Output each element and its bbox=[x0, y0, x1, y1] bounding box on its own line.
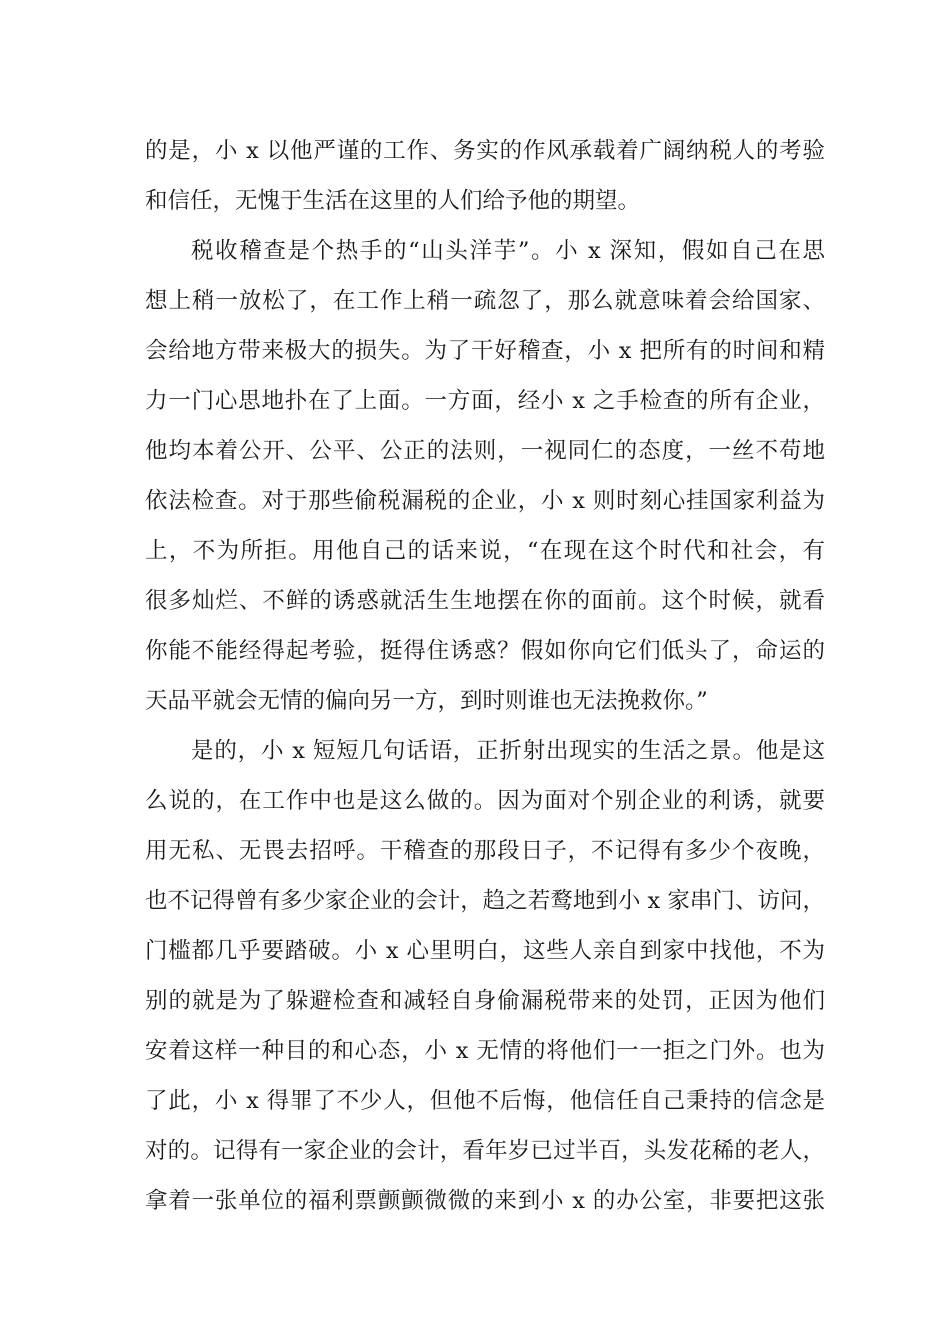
text-line: 拿着一张单位的福利票颤颤微微的来到小 x 的办公室，非要把这张 bbox=[145, 1188, 825, 1214]
text-line: 力一门心思地扑在了上面。一方面，经小 x 之手检查的所有企业， bbox=[145, 388, 825, 414]
text-line: 也不记得曾有多少家企业的会计，趋之若鹜地到小 x 家串门、访问， bbox=[145, 888, 825, 914]
text-line: 会给地方带来极大的损失。为了干好稽查，小 x 把所有的时间和精 bbox=[145, 338, 825, 364]
text-line: 了此，小 x 得罪了不少人，但他不后悔，他信任自己秉持的信念是 bbox=[145, 1088, 825, 1114]
text-line: 想上稍一放松了，在工作上稍一疏忽了，那么就意味着会给国家、 bbox=[145, 288, 825, 314]
text-line: 对的。记得有一家企业的会计，看年岁已过半百，头发花稀的老人， bbox=[145, 1138, 825, 1164]
paragraph-first-line: 税收稽查是个热手的“山头洋芋”。小 x 深知，假如自己在思 bbox=[191, 238, 825, 264]
text-line: 天品平就会无情的偏向另一方，到时则谁也无法挽救你。” bbox=[145, 688, 708, 714]
text-line: 么说的，在工作中也是这么做的。因为面对个别企业的利诱，就要 bbox=[145, 788, 825, 814]
text-line: 用无私、无畏去招呼。干稽查的那段日子，不记得有多少个夜晚， bbox=[145, 838, 825, 864]
text-line: 你能不能经得起考验，挺得住诱惑？假如你向它们低头了，命运的 bbox=[145, 638, 825, 664]
text-line: 上，不为所拒。用他自己的话来说，“在现在这个时代和社会，有 bbox=[145, 538, 825, 564]
text-line: 门槛都几乎要踏破。小 x 心里明白，这些人亲自到家中找他，不为 bbox=[145, 938, 825, 964]
text-line: 很多灿烂、不鲜的诱惑就活生生地摆在你的面前。这个时候，就看 bbox=[145, 588, 825, 614]
text-line: 别的就是为了躲避检查和减轻自身偷漏税带来的处罚，正因为他们 bbox=[145, 988, 825, 1014]
text-line: 的是，小 x 以他严谨的工作、务实的作风承载着广阔纳税人的考验 bbox=[145, 138, 825, 164]
text-line: 和信任，无愧于生活在这里的人们给予他的期望。 bbox=[145, 188, 641, 214]
text-line: 他均本着公开、公平、公正的法则，一视同仁的态度，一丝不苟地 bbox=[145, 438, 825, 464]
paragraph-first-line: 是的，小 x 短短几句话语，正折射出现实的生活之景。他是这 bbox=[191, 738, 825, 764]
text-line: 安着这样一种目的和心态，小 x 无情的将他们一一拒之门外。也为 bbox=[145, 1038, 825, 1064]
text-line: 依法检查。对于那些偷税漏税的企业，小 x 则时刻心挂国家利益为 bbox=[145, 488, 825, 514]
